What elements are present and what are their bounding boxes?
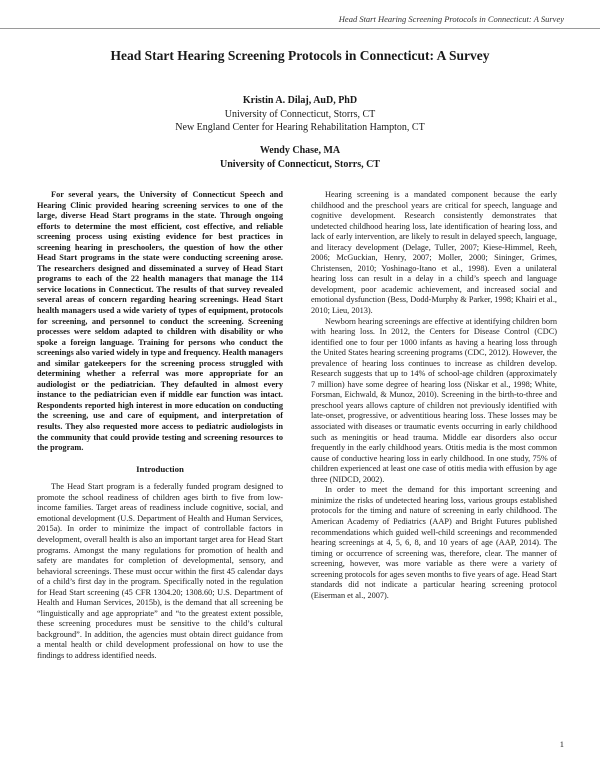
body-paragraph: Hearing screening is a mandated component because the early childhood and the preschool years are critical for speech, language and cognitive development. Research consistently demonstrates that undetected childhood hearing loss, late identification of hearing loss, and lack of early intervention, are likely to result in delayed speech, language, and literacy development (Delage, Tuller, 2007; Kiese-Himmel, Reeh, 2006; McGuckian, Henry, 2007; Moller, 2000; Sininger, Grimes, Christensen, 2010; Yoshinago-Itano et al., 1998). Even a unilateral hearing loss can result in a delay in a child’s speech and language development, poor academic achievement, and increased social and emotional dysfunction (Bess, Dodd-Murphy & Parker, 1998; Khairi et al., 2010; Lieu, 2013). — [311, 190, 557, 316]
author-name: Kristin A. Dilaj, AuD, PhD — [242, 95, 358, 106]
body-paragraph: In order to meet the demand for this important screening and minimize the risks of undetected hearing loss, various groups established protocols for the timing and nature of screening in early childhood. The American Academy of Pediatrics (AAP) and Bright Futures published recommendations which guided well-child screenings and recommended hearing screenings at 4, 5, 6, 8, and 10 years of age (AAP, 2014). The timing or occurrence of screening was, therefore, clear. The manner of screening, however, was more variable as there were a variety of screening protocols for ages seven months to five years of age. Head Start standards did not indicate a particular hearing screening protocol (Eiserman et al., 2007). — [311, 485, 557, 600]
body-column-left — [37, 190, 283, 662]
header-rule — [0, 28, 600, 29]
abstract: For several years, the University of Connecticut Speech and Hearing Clinic provided hearing screening services to one of the large, diverse Head Start programs in the state. Through ongoing efforts to determine the most efficient, cost effective, and reliable screening process using existing evidence for best practices in screening hearing in preschoolers, the question of how the other Head Start programs in the state were conducting screening arose. The researchers designed and disseminated a survey of Head Start programs to each of the 22 health managers that manage the 114 service locations in Connecticut. The results of that survey revealed several areas of concern regarding hearing screenings. Head Start health managers used a wide variety of types of equipment, protocols for screening, and personnel to conduct the screening. Screening processes were seldom adapted to children with disability or who spoke a foreign language. Training for persons who conduct the screenings also varied widely in type and frequency. Health managers and similar gatekeepers for the screening process struggled with determining whether a referral was more appropriate for an audiologist or the pediatrician. They defaulted in almost every instance to the pediatrician even if middle ear function was intact. Respondents reported high interest in more education on conducting the screening, use and care of equipment, and interpretation of results. They also requested more access to pediatric audiologists in the community that could provide testing and screening resources to the program. — [37, 190, 283, 453]
author-affiliation: University of Connecticut, Storrs, CT — [220, 158, 380, 170]
body-paragraph: Newborn hearing screenings are effective at identifying children born with hearing loss. In 2012, the Centers for Disease Control (CDC) identified one to four per 1000 infants as having a hearing loss through the United States hearing screening programs (CDC, 2012). However, the prevalence of hearing loss continues to increase as children develop. Research suggests that up to 14% of school-age children (approximately 7 million) have some degree of hearing loss (Niskar et al., 1998; White, Forsman, Eichwald, & Munoz, 2010). Screening in the birth-to-three and preschool years allows capture of children not previously identified with late-onset, progressive, or adventitious hearing loss. These losses may be associated with diseases or traumatic events occurring in early childhood such as meningitis or head trauma. Middle ear disorders also occur frequently in the early childhood years. Otitis media is the most common cause of conductive hearing loss in early childhood. In one study, 75% of children experienced at least one case of otitis media with effusion by age three (NIDCD, 2002). — [311, 316, 557, 484]
author-affiliation: New England Center for Hearing Rehabilitation Hampton, CT — [175, 122, 425, 133]
section-heading-introduction: Introduction — [136, 463, 184, 474]
running-head: Head Start Hearing Screening Protocols in Connecticut: A Survey — [338, 14, 564, 24]
author-affiliation: University of Connecticut, Storrs, CT — [224, 108, 376, 120]
author-block-1 — [30, 94, 570, 135]
page-number: 1 — [559, 739, 564, 749]
body-paragraph: The Head Start program is a federally funded program designed to promote the school readiness of children ages birth to five from low-income families. Target areas of readiness include cognitive, social, and emotional development (U.S. Department of Health and Human Services, 2015a). In order to minimize the impact of controllable factors in development, overall health is also an important target area for Head Start programs. Amongst the many regulations for promotion of health and safety are mandates for completion of developmental, sensory, and behavioral screenings. These must occur within the first 45 calendar days of a child’s first day in the program. Specifically noted in the regulation for Head Start screening (45 CFR 1304.20; 1308.60; U.S. Department of Health and Human Services, 2015b), is the demand that all screening be “linguistically and age appropriate” and “to the greatest extent possible, these screening procedures must be sensitive to the child’s cultural background”. In addition, the agencies must obtain direct guidance from a mental health or child development professional on how to use the findings to address identified needs. — [37, 482, 283, 660]
body-column-right — [311, 190, 557, 601]
paper-title: Head Start Hearing Screening Protocols in Connecticut: A Survey — [110, 48, 490, 63]
author-block-2 — [30, 144, 570, 171]
author-name: Wendy Chase, MA — [259, 145, 341, 156]
